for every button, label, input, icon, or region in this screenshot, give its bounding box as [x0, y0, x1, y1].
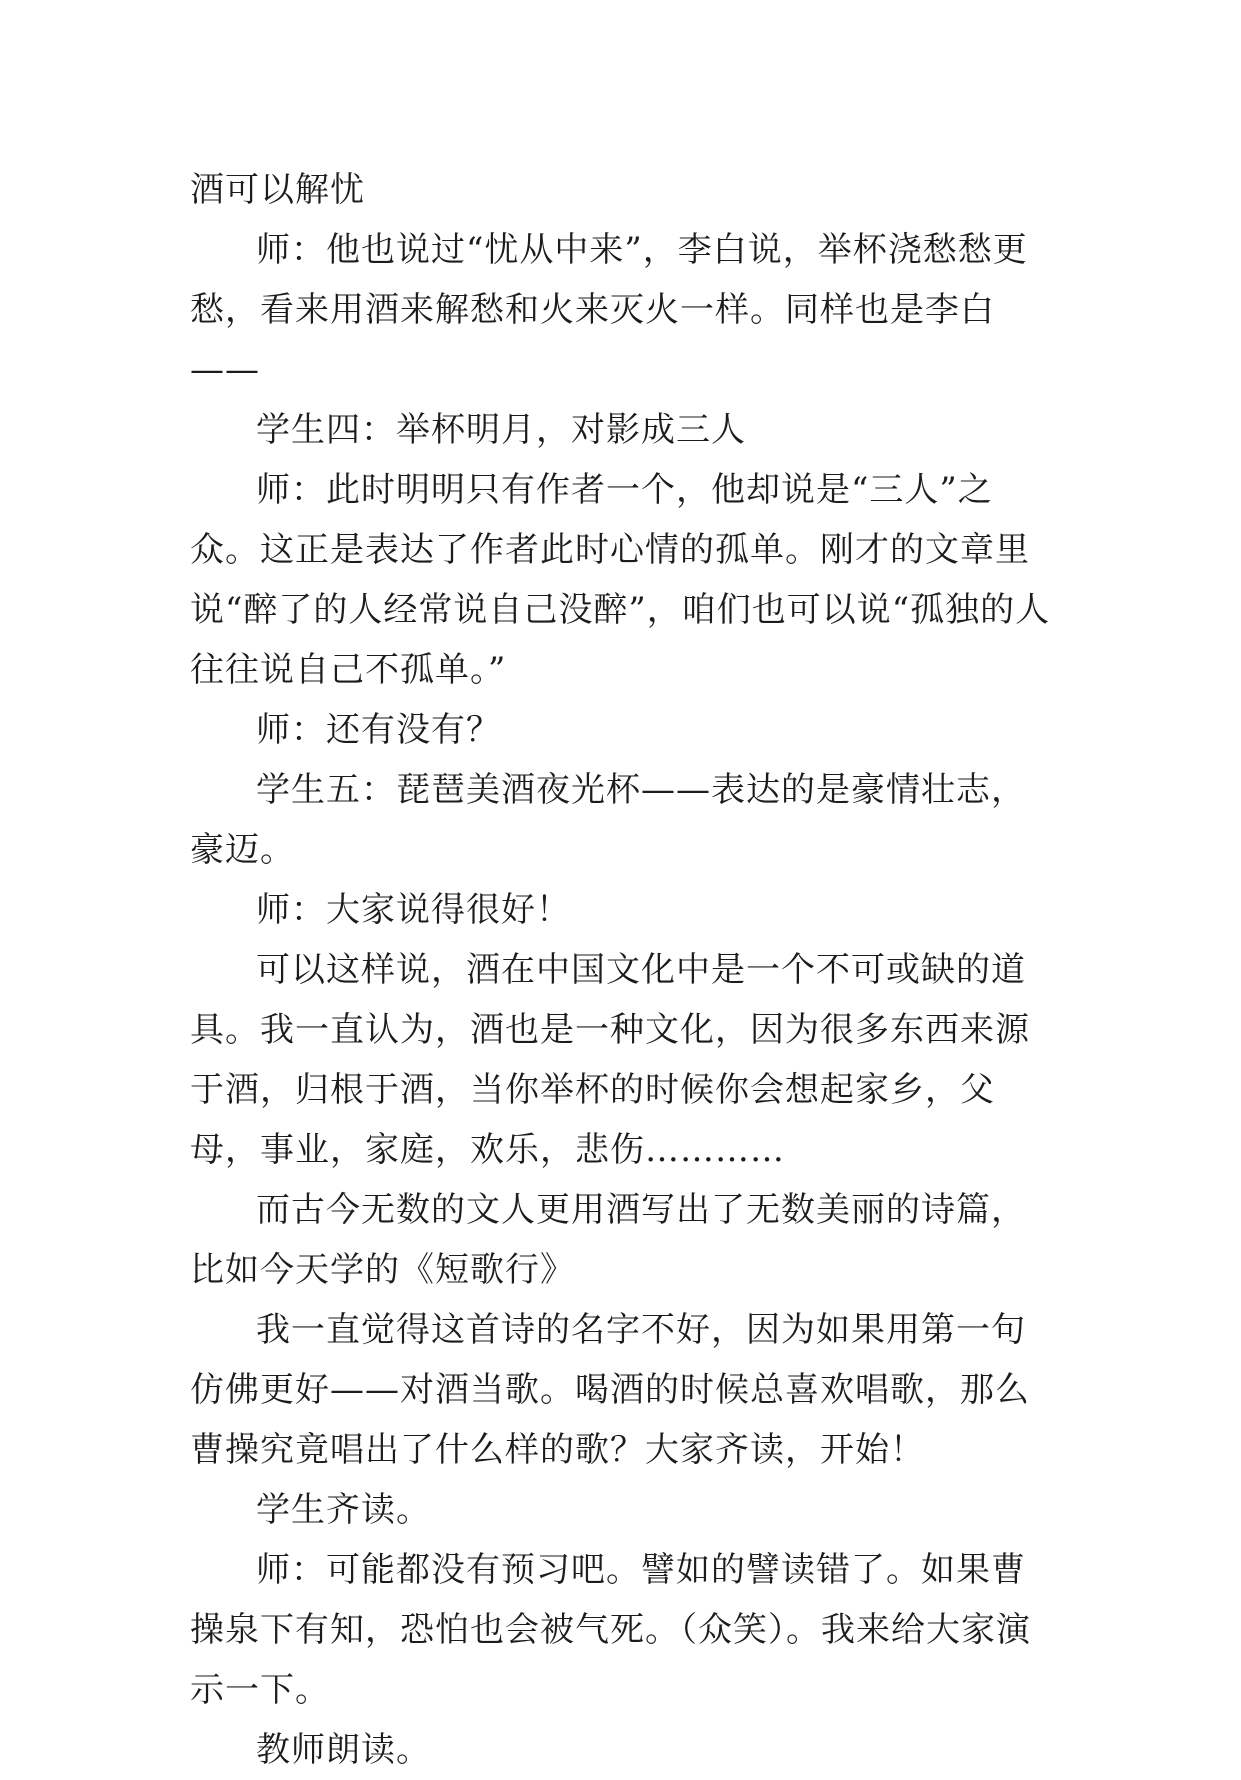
paragraph: 而古今无数的文人更用酒写出了无数美丽的诗篇，比如今天学的《短歌行》: [190, 1190, 1026, 1290]
paragraph: 教师朗读。: [256, 1730, 431, 1770]
document-body: [190, 160, 1060, 1780]
paragraph: 我一直觉得这首诗的名字不好，因为如果用第一句仿佛更好——对酒当歌。喝酒的时候总喜欢唱歌，那么曹操究竟唱出了什么样的歌？大家齐读，开始！: [190, 1310, 1030, 1470]
paragraph: 师：还有没有？: [256, 710, 501, 750]
paragraph: 学生齐读。: [256, 1490, 431, 1530]
paragraph: 师：大家说得很好！: [256, 890, 571, 930]
paragraph: 学生五：琵琶美酒夜光杯——表达的是豪情壮志，豪迈。: [190, 770, 1026, 870]
paragraph: 师：他也说过“忧从中来”，李白说，举杯浇愁愁更愁，看来用酒来解愁和火来灭火一样。同样也是李白——: [190, 230, 1028, 390]
paragraph: 酒可以解忧: [190, 170, 365, 210]
paragraph: 学生四：举杯明月，对影成三人: [256, 410, 746, 450]
paragraph: 师：此时明明只有作者一个，他却说是“三人”之众。这正是表达了作者此时心情的孤单。刚才的文章里说“醉了的人经常说自己没醉”，咱们也可以说“孤独的人往往说自己不孤单。”: [190, 470, 1051, 690]
paragraph: 可以这样说，酒在中国文化中是一个不可或缺的道具。我一直认为，酒也是一种文化，因为很多东西来源于酒，归根于酒，当你举杯的时候你会想起家乡，父母，事业，家庭，欢乐，悲伤…………: [190, 950, 1030, 1170]
paragraph: 师：可能都没有预习吧。譬如的譬读错了。如果曹操泉下有知，恐怕也会被气死。（众笑）。我来给大家演示一下。: [190, 1550, 1031, 1710]
